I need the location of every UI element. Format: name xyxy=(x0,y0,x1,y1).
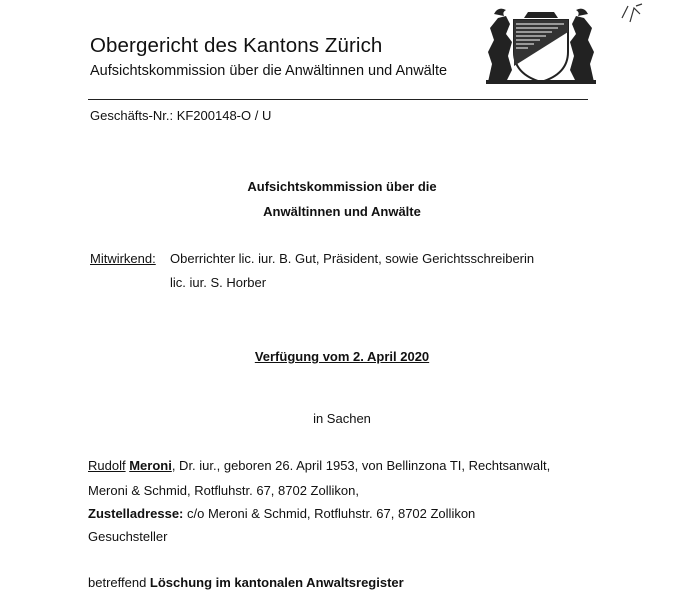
party-last-name: Meroni xyxy=(129,458,172,473)
party-address-line xyxy=(88,506,475,521)
party-details: , Dr. iur., geboren 26. April 1953, von Bellinzona TI, Rechtsanwalt, xyxy=(171,458,551,473)
party-first-name: Rudolf xyxy=(88,458,126,473)
handwritten-mark-icon xyxy=(618,2,648,24)
case-number: Geschäfts-Nr.: KF200148-O / U xyxy=(90,108,272,123)
authority-heading-line1: Aufsichtskommission über die xyxy=(247,179,437,194)
court-subtitle: Aufsichtskommission über die Anwältinnen und Anwälte xyxy=(90,63,448,79)
subject-line xyxy=(88,575,404,590)
court-name: Obergericht des Kantons Zürich xyxy=(90,34,383,57)
subject-prefix: betreffend xyxy=(88,575,150,590)
party-role: Gesuchsteller xyxy=(88,529,168,544)
mitwirkend-label: Mitwirkend: xyxy=(90,251,156,266)
address-value: c/o Meroni & Schmid, Rotfluhstr. 67, 8702 Zollikon xyxy=(183,506,476,521)
party-line1 xyxy=(88,458,550,473)
party-line2: Meroni & Schmid, Rotfluhstr. 67, 8702 Zollikon, xyxy=(88,483,359,498)
address-label: Zustelladresse: xyxy=(88,506,184,521)
mitwirkend-line1: Oberrichter lic. iur. B. Gut, Präsident, sowie Gerichtsschreiberin xyxy=(170,251,535,266)
subject-title: Löschung im kantonalen Anwaltsregister xyxy=(149,575,404,590)
mitwirkend-line2: lic. iur. S. Horber xyxy=(170,275,267,290)
zurich-coat-of-arms-icon xyxy=(484,4,598,86)
in-sachen: in Sachen xyxy=(313,411,371,426)
authority-heading-line2: Anwältinnen und Anwälte xyxy=(263,204,421,219)
decision-title: Verfügung vom 2. April 2020 xyxy=(254,349,430,364)
header-divider xyxy=(88,99,588,100)
